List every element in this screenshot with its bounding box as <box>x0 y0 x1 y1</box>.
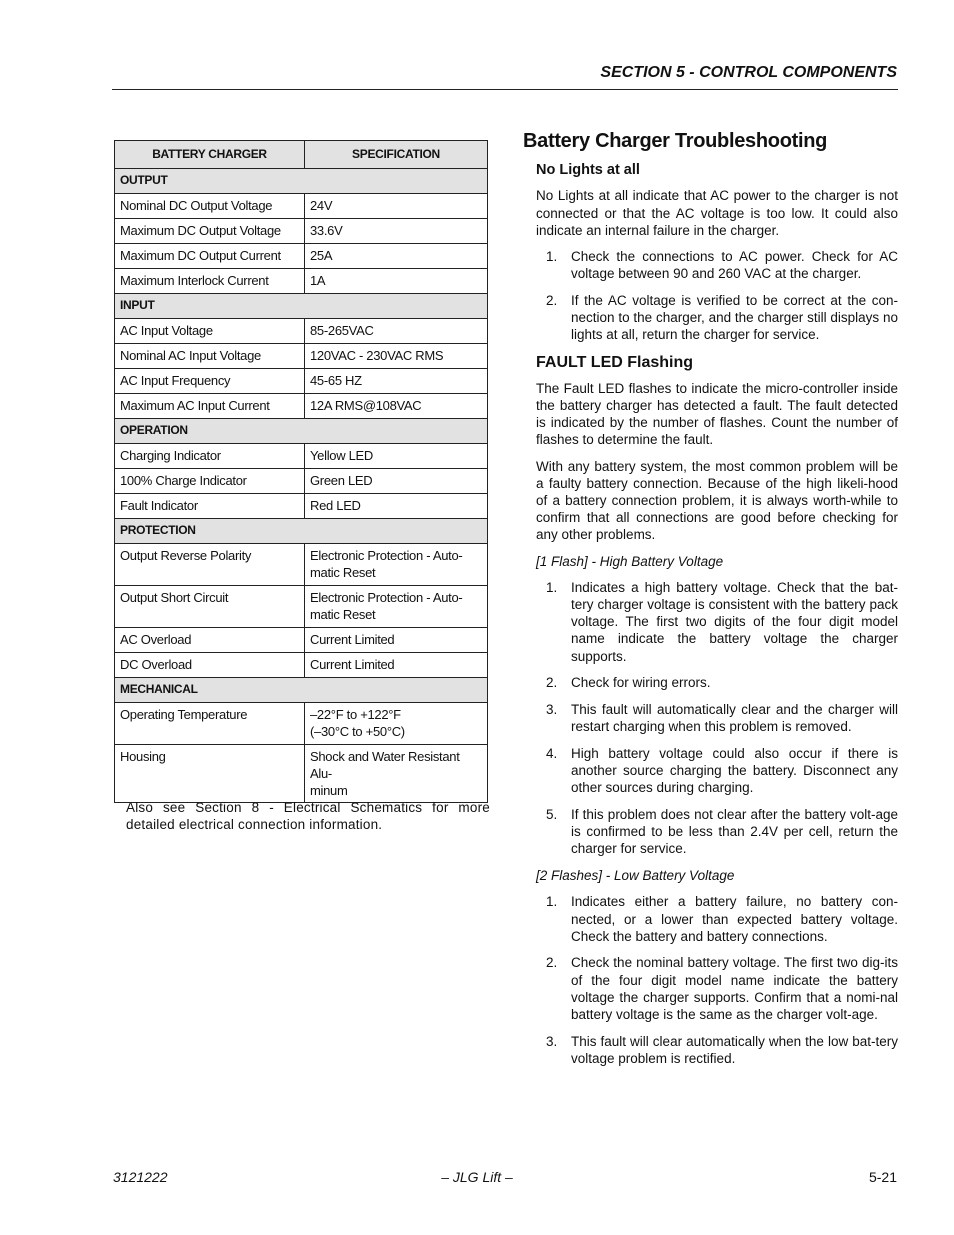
footer-brand: – JLG Lift – <box>441 1169 513 1185</box>
table-row <box>115 269 488 294</box>
spec-value: 24V <box>305 194 488 219</box>
spec-value: Electronic Protection - Auto- matic Reset <box>305 586 488 628</box>
list-item <box>536 893 898 945</box>
spec-value: Electronic Protection - Auto- matic Reset <box>305 544 488 586</box>
no-lights-steps <box>536 248 898 344</box>
spec-value: 45-65 HZ <box>305 369 488 394</box>
spec-value: 120VAC - 230VAC RMS <box>305 344 488 369</box>
list-item-number: 5. <box>546 807 558 822</box>
table-row <box>115 469 488 494</box>
list-item-text: Indicates either a battery failure, no battery con-nected, or a lower than expected battery voltage. Check the battery and battery connections. <box>571 894 898 944</box>
spec-label: Maximum DC Output Current <box>115 244 305 269</box>
fault-led-paragraph-1: The Fault LED flashes to indicate the micro-controller inside the battery charger has detected a fault. The fault detected is indicated by the number of flashes. Count the number of flashes to determine the fault. <box>536 380 898 448</box>
spec-label: DC Overload <box>115 653 305 678</box>
spec-value: 25A <box>305 244 488 269</box>
table-row <box>115 586 488 628</box>
spec-label: Maximum DC Output Voltage <box>115 219 305 244</box>
list-item <box>536 745 898 797</box>
fault-led-paragraph-2: With any battery system, the most common problem will be a faulty battery connection. Because of the high likeli-hood of a battery connection problem, it is always worth-while to confirm that all connections are good before checking for any other problems. <box>536 458 898 543</box>
list-item <box>536 954 898 1023</box>
spec-value: 33.6V <box>305 219 488 244</box>
table-section-row <box>115 678 488 703</box>
table-section-title: OPERATION <box>115 419 488 444</box>
no-lights-intro: No Lights at all indicate that AC power to the charger is not connected or that the AC voltage is too low. It could also indicate an internal failure in the charger. <box>536 188 898 238</box>
spec-value: Current Limited <box>305 653 488 678</box>
table-section-row <box>115 519 488 544</box>
list-item <box>536 1033 898 1067</box>
two-flashes-heading: [2 Flashes] - Low Battery Voltage <box>536 868 735 884</box>
spec-value: 1A <box>305 269 488 294</box>
spec-label: Nominal DC Output Voltage <box>115 194 305 219</box>
list-item <box>536 806 898 858</box>
table-row <box>115 628 488 653</box>
list-item-number: 3. <box>546 1033 558 1049</box>
table-row <box>115 745 488 803</box>
page-number: 5-21 <box>868 1169 897 1185</box>
table-section-row <box>115 169 488 194</box>
list-item <box>536 292 898 344</box>
table-section-title: MECHANICAL <box>115 678 488 703</box>
table-row <box>115 444 488 469</box>
spec-value: 12A RMS@108VAC <box>305 394 488 419</box>
spec-value: Red LED <box>305 494 488 519</box>
column-header-specification: SPECIFICATION <box>305 141 488 169</box>
spec-label: Output Reverse Polarity <box>115 544 305 586</box>
list-item-text: If this problem does not clear after the battery volt-age is confirmed to be less than 2.4V per cell, return the charger for service. <box>571 807 898 857</box>
spec-value: Current Limited <box>305 628 488 653</box>
spec-label: Operating Temperature <box>115 703 305 745</box>
spec-label: Housing <box>115 745 305 803</box>
table-row <box>115 369 488 394</box>
table-row <box>115 344 488 369</box>
table-section-title: PROTECTION <box>115 519 488 544</box>
list-item-number: 1. <box>546 894 558 910</box>
list-item-text: If the AC voltage is verified to be correct at the con-nection to the charger, and the charger still displays no lights at all, return the charger for service. <box>571 292 898 343</box>
list-item-text: Check the connections to AC power. Check for AC voltage between 90 and 260 VAC at the charger. <box>571 249 898 282</box>
list-item-number: 2. <box>546 955 558 971</box>
spec-label: AC Input Voltage <box>115 319 305 344</box>
schematics-note: Also see Section 8 - Electrical Schematics for more detailed electrical connection information. <box>126 800 490 832</box>
table-section-title: OUTPUT <box>115 169 488 194</box>
spec-value: 85-265VAC <box>305 319 488 344</box>
spec-label: AC Input Frequency <box>115 369 305 394</box>
document-number: 3121222 <box>113 1169 168 1185</box>
spec-label: AC Overload <box>115 628 305 653</box>
list-item-number: 2. <box>546 292 558 308</box>
table-row <box>115 394 488 419</box>
fault-led-heading: FAULT LED Flashing <box>536 353 694 371</box>
list-item-text: Check for wiring errors. <box>571 675 711 691</box>
battery-charger-spec-table <box>114 140 488 803</box>
troubleshooting-title: Battery Charger Troubleshooting <box>523 130 828 152</box>
table-row <box>115 494 488 519</box>
spec-value: Green LED <box>305 469 488 494</box>
table-row <box>115 219 488 244</box>
troubleshooting-column <box>523 130 898 1077</box>
spec-value: Yellow LED <box>305 444 488 469</box>
one-flash-heading: [1 Flash] - High Battery Voltage <box>536 553 724 569</box>
list-item <box>536 248 898 282</box>
list-item-text: Indicates a high battery voltage. Check that the bat-tery charger voltage is consistent with the battery pack voltage. The first two digits of the four digit model name indicate the battery voltage the charger supports. <box>571 579 898 664</box>
list-item-text: This fault will automatically clear and the charger will restart charging when this problem is removed. <box>571 701 898 735</box>
table-row <box>115 319 488 344</box>
table-section-title: INPUT <box>115 294 488 319</box>
table-row <box>115 194 488 219</box>
column-header-battery-charger: BATTERY CHARGER <box>115 141 305 169</box>
table-row <box>115 703 488 745</box>
list-item <box>536 674 898 691</box>
header-divider <box>112 89 898 90</box>
spec-label: Maximum AC Input Current <box>115 394 305 419</box>
list-item-number: 4. <box>546 745 558 761</box>
list-item-number: 2. <box>546 675 558 691</box>
spec-label: Output Short Circuit <box>115 586 305 628</box>
spec-label: 100% Charge Indicator <box>115 469 305 494</box>
section-title: SECTION 5 - CONTROL COMPONENTS <box>600 64 897 81</box>
list-item-text: Check the nominal battery voltage. The first two dig-its of the four digit model name indicate the battery voltage the charger supports. Confirm that a nomi-nal battery voltage is the same as the charger volt-age. <box>571 955 898 1023</box>
list-item-number: 3. <box>546 701 558 717</box>
list-item-number: 1. <box>546 579 558 595</box>
list-item <box>536 579 898 665</box>
table-section-row <box>115 294 488 319</box>
no-lights-heading: No Lights at all <box>536 162 640 179</box>
table-row <box>115 653 488 678</box>
spec-label: Nominal AC Input Voltage <box>115 344 305 369</box>
table-row <box>115 544 488 586</box>
list-item-text: This fault will clear automatically when the low bat-tery voltage problem is rectified. <box>571 1033 898 1066</box>
table-section-row <box>115 419 488 444</box>
list-item-text: High battery voltage could also occur if there is another source charging the battery. Disconnect any other sources during charging. <box>571 745 898 796</box>
spec-value: –22°F to +122°F (–30°C to +50°C) <box>305 703 488 745</box>
spec-label: Maximum Interlock Current <box>115 269 305 294</box>
two-flashes-steps <box>536 893 898 1067</box>
spec-label: Fault Indicator <box>115 494 305 519</box>
one-flash-steps <box>536 579 898 858</box>
list-item-number: 1. <box>546 249 558 265</box>
spec-value: Shock and Water Resistant Alu- minum <box>305 745 488 803</box>
spec-label: Charging Indicator <box>115 444 305 469</box>
table-row <box>115 244 488 269</box>
list-item <box>536 701 898 735</box>
